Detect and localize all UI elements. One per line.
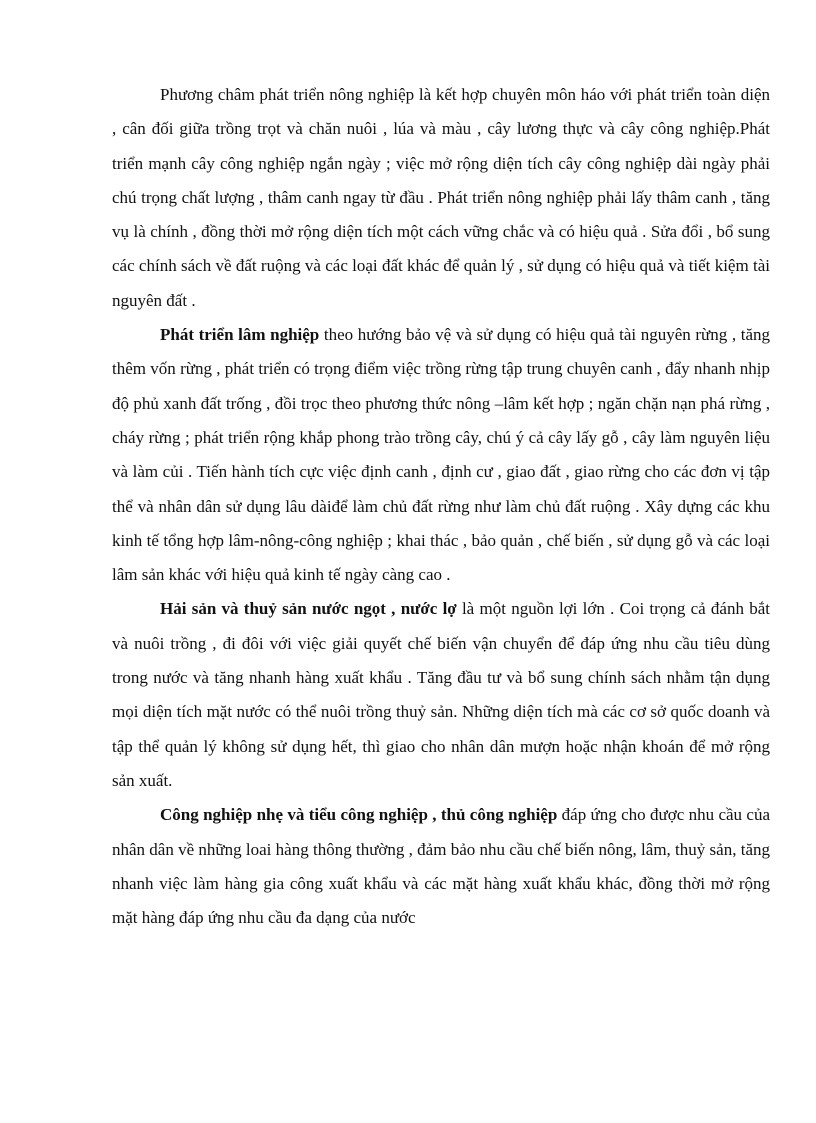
paragraph-seafood — [112, 592, 770, 798]
paragraph-text: theo hướng bảo vệ và sử dụng có hiệu quả tài nguyên rừng , tăng thêm vốn rừng , phát triển có trọng điểm việc trồng rừng tập trung chuyên canh , đẩy nhanh nhịp độ phủ xanh đất trống , đồi trọc theo phương thức nông –lâm kết hợp ; ngăn chặn nạn phá rừng , cháy rừng ; phát triển rộng khắp phong trào trồng cây, chú ý cả cây lấy gỗ , cây làm nguyên liệu và làm củi . Tiến hành tích cực việc định canh , định cư , giao đất , giao rừng cho các đơn vị tập thể và nhân dân sử dụng lâu dàiđể làm chủ đất rừng như làm chủ đất ruộng . Xây dựng các khu kinh tế tổng hợp lâm-nông-công nghiệp ; khai thác , bảo quản , chế biến , sử dụng gỗ và các loại lâm sản khác với hiệu quả kinh tế ngày càng cao . — [112, 325, 770, 585]
paragraph-lead: Phát triển lâm nghiệp — [160, 325, 320, 345]
paragraph-lead: Hải sản và thuỷ sản nước ngọt , nước lợ — [160, 599, 457, 619]
paragraph-lead: Công nghiệp nhẹ và tiểu công nghiệp , thủ công nghiệp — [160, 805, 558, 825]
paragraph-light-industry — [112, 798, 770, 935]
paragraph-forestry — [112, 318, 770, 592]
paragraph-text: Phương châm phát triển nông nghiệp là kết hợp chuyên môn háo với phát triển toàn diện , cân đối giữa trồng trọt và chăn nuôi , lúa và màu , cây lương thực và cây công nghiệp.Phát triển mạnh cây công nghiệp ngắn ngày ; việc mở rộng diện tích cây công nghiệp dài ngày phải chú trọng chất lượng , thâm canh ngay từ đầu . Phát triển nông nghiệp phải lấy thâm canh , tăng vụ là chính , đồng thời mở rộng diện tích một cách vững chắc và có hiệu quả . Sửa đổi , bổ sung các chính sách về đất ruộng và các loại đất khác để quản lý , sử dụng có hiệu quả và tiết kiệm tài nguyên đất . — [112, 85, 770, 310]
paragraph-text: đáp ứng cho được nhu cầu của nhân dân về những loai hàng thông thường , đảm bảo nhu cầu chế biến nông, lâm, thuỷ sản, tăng nhanh việc làm hàng gia công xuất khẩu và các mặt hàng xuất khẩu khác, đồng thời mở rộng mặt hàng đáp ứng nhu cầu đa dạng của nước — [112, 805, 770, 928]
paragraph-agriculture-policy — [112, 78, 770, 318]
document-body — [112, 78, 770, 935]
paragraph-text: là một nguồn lợi lớn . Coi trọng cả đánh bắt và nuôi trồng , đi đôi với việc giải quyết chế biến vận chuyển để đáp ứng nhu cầu tiêu dùng trong nước và tăng nhanh hàng xuất khẩu . Tăng đầu tư và bổ sung chính sách nhằm tận dụng mọi diện tích mặt nước có thể nuôi trồng thuỷ sản. Những diện tích mà các cơ sở quốc doanh và tập thể quản lý không sử dụng hết, thì giao cho nhân dân mượn hoặc nhận khoán để mở rộng sản xuất. — [112, 599, 770, 790]
